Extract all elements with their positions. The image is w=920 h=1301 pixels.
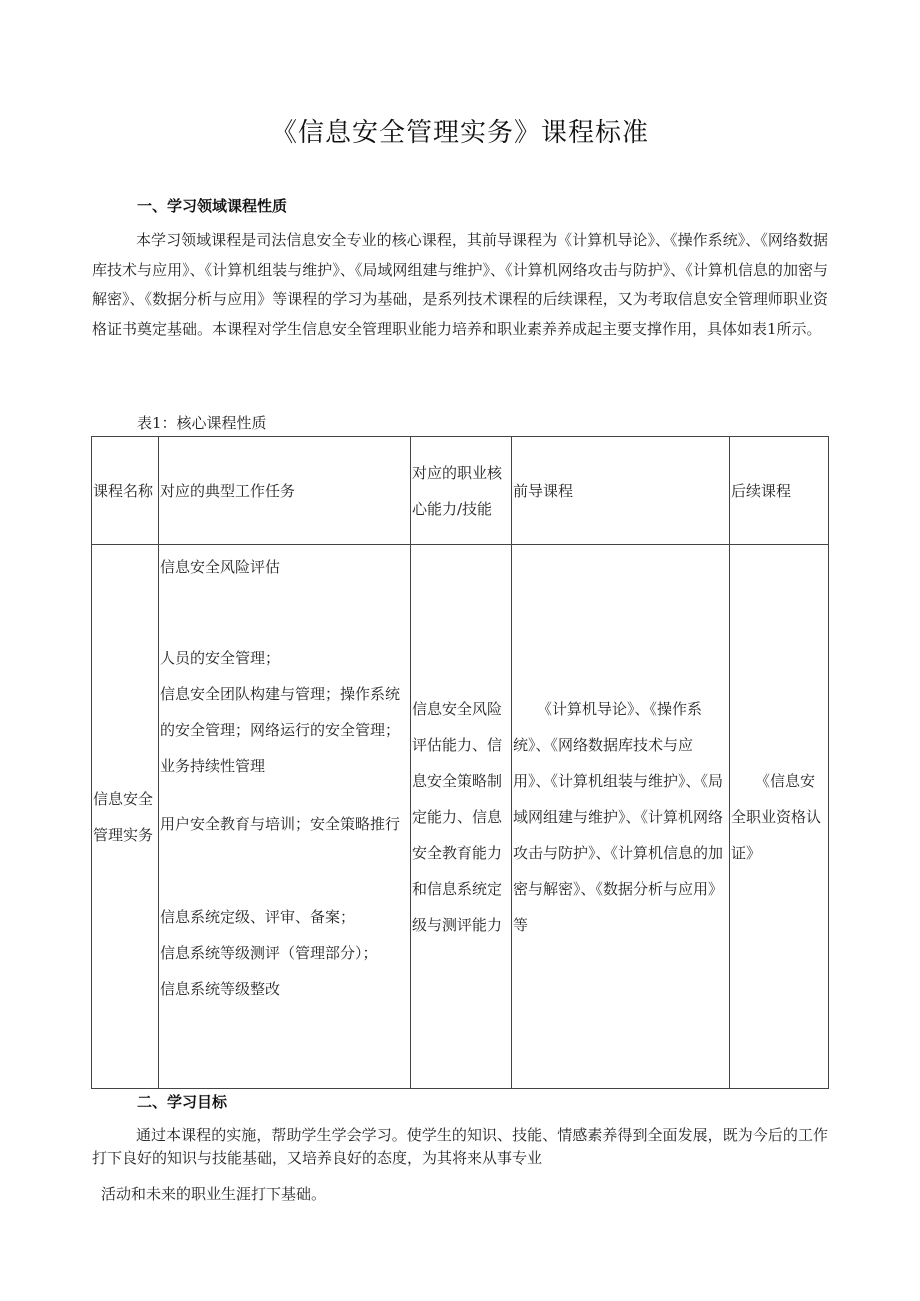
header-course-name: 课程名称 <box>92 437 159 545</box>
followup-text: 《信息安全职业资格认证》 <box>731 771 822 862</box>
learning-goals-paragraph-cont: 活动和未来的职业生涯打下基础。 <box>101 1185 327 1203</box>
header-followup: 后续课程 <box>730 437 829 545</box>
cell-tasks <box>159 545 411 1089</box>
cell-followup <box>730 545 829 1089</box>
prerequisites-text: 《计算机导论》、《操作系统》、《网络数据库技术与应用》、《计算机组装与维护》、《局域网组建与维护》、《计算机网络攻击与防护》、《计算机信息的加密与解密》、《数据分析与应用》等 <box>513 699 724 934</box>
task-risk-assessment: 信息安全风险评估 <box>160 558 281 576</box>
page-title: 《信息安全管理实务》课程标准 <box>270 118 649 148</box>
cell-course-name: 信息安全管理实务 <box>92 545 159 1089</box>
header-abilities: 对应的职业核心能力/技能 <box>411 437 512 545</box>
table-header-row <box>92 437 829 545</box>
cell-prerequisites <box>512 545 730 1089</box>
task-team-os-network: 信息安全团队构建与管理；操作系统的安全管理；网络运行的安全管理；业务持续性管理 <box>160 685 401 775</box>
learning-goals-paragraph: 通过本课程的实施，帮助学生学会学习。使学生的知识、技能、情感素养得到全面发展，既为今后的工作打下良好的知识与技能基础，又培养良好的态度，为其将来从事专业 <box>92 1126 828 1167</box>
course-nature-paragraph: 本学习领域课程是司法信息安全专业的核心课程，其前导课程为《计算机导论》、《操作系统》、《网络数据库技术与应用》、《计算机组装与维护》、《局域网组建与维护》、《计算机网络攻击与防护》、《计算机信息的加密与解密》、《数据分析与应用》等课程的学习为基础，是系列技术课程的后续课程，又为考取信息安全管理师职业资格证书奠定基础。本课程对学生信息安全管理职业能力培养和职业素养养成起主要支撑作用，具体如表1所示。 <box>92 231 828 338</box>
task-system-rectification: 信息系统等级整改 <box>160 980 281 998</box>
table-caption: 表1：核心课程性质 <box>137 414 267 432</box>
task-system-grading: 信息系统定级、评审、备案； <box>160 908 356 926</box>
table-row <box>92 545 829 1089</box>
cell-abilities: 信息安全风险评估能力、信息安全策略制定能力、信息安全教育能力和信息系统定级与测评能力 <box>411 545 512 1089</box>
header-prerequisites: 前导课程 <box>512 437 730 545</box>
task-user-education: 用户安全教育与培训；安全策略推行 <box>160 815 401 833</box>
core-course-table <box>91 436 829 1089</box>
task-personnel-security: 人员的安全管理； <box>160 649 281 667</box>
section-heading-course-nature: 一、学习领域课程性质 <box>137 197 288 215</box>
section-heading-learning-goals: 二、学习目标 <box>137 1093 228 1111</box>
task-system-evaluation: 信息系统等级测评（管理部分）； <box>160 944 378 962</box>
header-tasks: 对应的典型工作任务 <box>159 437 411 545</box>
